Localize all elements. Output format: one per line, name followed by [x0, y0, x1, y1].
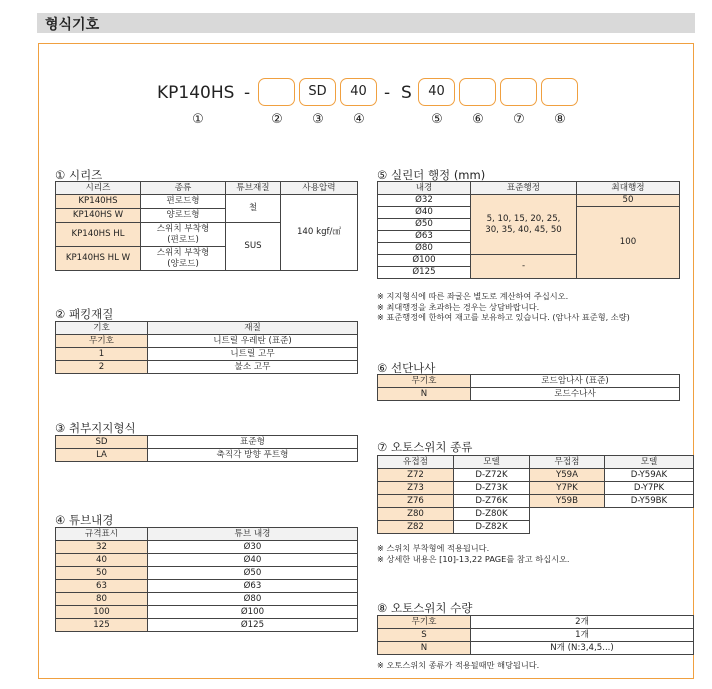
table-cell: 125: [56, 619, 148, 632]
table-cell: Z73: [378, 482, 454, 495]
table-cell: 100: [577, 207, 680, 279]
table-cell: D-Z76K: [454, 495, 530, 508]
code-number: ⑦: [513, 112, 525, 127]
code-number: ⑤: [431, 112, 443, 127]
table-header: 사용압력: [281, 182, 358, 195]
code-number: ⑧: [554, 112, 566, 127]
table-cell: 불소 고무: [148, 361, 358, 374]
thread-title: ⑥ 선단나사: [377, 361, 436, 375]
table-cell: 니트릴 우레탄 (표준): [148, 335, 358, 348]
packing-table: [55, 321, 358, 374]
table-cell: KP140HS W: [56, 209, 141, 223]
table-cell: KP140HS HL: [56, 223, 141, 247]
table-cell: 63: [56, 580, 148, 593]
table-cell: Ø100: [378, 255, 471, 267]
table-cell: Ø30: [148, 541, 358, 554]
note-line: ※ 지지형식에 따른 좌굴은 별도로 계산하여 주십시오.: [377, 291, 569, 301]
table-cell: D-Y7PK: [605, 482, 694, 495]
table-header: 무접점: [530, 456, 605, 469]
switch-type-notes: [377, 543, 570, 564]
code-number: ②: [271, 112, 283, 127]
code-box-mount: SD: [299, 78, 336, 106]
code-dash: -: [384, 83, 391, 103]
table-cell: 축직각 방향 푸트형: [148, 449, 358, 462]
table-cell: 5, 10, 15, 20, 25, 30, 35, 40, 45, 50: [471, 195, 577, 255]
code-box-stroke: 40: [418, 78, 455, 106]
table-header: 규격표시: [56, 528, 148, 541]
section-title: 형식기호: [45, 17, 100, 33]
table-cell: -: [471, 255, 577, 279]
table-cell: 50: [577, 195, 680, 207]
table-cell: Ø100: [148, 606, 358, 619]
table-header: 모델: [605, 456, 694, 469]
table-cell: 1개: [471, 629, 694, 642]
table-cell: N개 (N:3,4,5...): [471, 642, 694, 655]
table-cell: 50: [56, 567, 148, 580]
code-number: ③: [312, 112, 324, 127]
table-cell: 양로드형: [141, 209, 226, 223]
table-cell: 로드수나사: [471, 388, 680, 401]
table-cell: 2개: [471, 616, 694, 629]
table-cell: Ø40: [148, 554, 358, 567]
table-cell: N: [378, 642, 471, 655]
table-cell: 2: [56, 361, 148, 374]
table-cell: Ø50: [378, 219, 471, 231]
code-number: ⑥: [472, 112, 484, 127]
table-header: 튜브재질: [226, 182, 281, 195]
table-cell: 철: [226, 195, 281, 223]
table-cell: SD: [56, 436, 148, 449]
table-cell: Ø80: [148, 593, 358, 606]
table-header: 최대행정: [577, 182, 680, 195]
table-cell: Ø125: [378, 267, 471, 279]
table-cell: KP140HS: [56, 195, 141, 209]
code-box-bore: 40: [340, 78, 377, 106]
stroke-title: ⑤ 실린더 행정 (mm): [377, 168, 486, 182]
bore-title: ④ 튜브내경: [55, 513, 114, 527]
table-cell: Y59A: [530, 469, 605, 482]
table-cell: D-Z82K: [454, 521, 530, 534]
code-s: S: [401, 83, 412, 103]
table-cell: D-Z73K: [454, 482, 530, 495]
table-cell: 무기호: [378, 375, 471, 388]
table-cell: D-Z72K: [454, 469, 530, 482]
table-cell: 32: [56, 541, 148, 554]
note-line: ※ 최대행정을 초과하는 경우는 상담바랍니다.: [377, 301, 540, 312]
table-cell: 표준형: [148, 436, 358, 449]
table-header: 시리즈: [56, 182, 141, 195]
table-cell: Z72: [378, 469, 454, 482]
table-header: 튜브 내경: [148, 528, 358, 541]
mount-title: ③ 취부지지형식: [55, 421, 136, 435]
switch-qty-title: ⑧ 오토스위치 수량: [377, 601, 473, 615]
packing-title: ② 패킹재질: [55, 307, 114, 321]
table-header: 유접점: [378, 456, 454, 469]
table-cell: 40: [56, 554, 148, 567]
series-table: [55, 181, 358, 271]
code-number: ①: [192, 112, 204, 127]
table-cell: Ø50: [148, 567, 358, 580]
table-cell: 무기호: [378, 616, 471, 629]
table-cell: 로드암나사 (표준): [471, 375, 680, 388]
table-cell: KP140HS HL W: [56, 247, 141, 271]
table-cell: Ø63: [148, 580, 358, 593]
switch-qty-table: [377, 615, 694, 655]
table-cell: 스위치 부착형 (편로드): [141, 223, 226, 247]
model-prefix: KP140HS: [157, 83, 235, 103]
switch-qty-note: ※ 오토스위치 종류가 적용될때만 해당됩니다.: [377, 660, 540, 670]
thread-table: [377, 374, 680, 401]
note-line: ※ 표준행정에 한하여 재고를 보유하고 있습니다. (암나사 표준형, 소량): [377, 312, 630, 322]
table-cell: Ø80: [378, 243, 471, 255]
table-header: 재질: [148, 322, 358, 335]
table-cell: LA: [56, 449, 148, 462]
switch-type-title: ⑦ 오토스위치 종류: [377, 440, 473, 454]
table-cell: SUS: [226, 223, 281, 271]
code-box-thread: [459, 78, 496, 106]
table-header: 종류: [141, 182, 226, 195]
table-cell: Ø32: [378, 195, 471, 207]
code-dash: -: [244, 83, 251, 103]
table-cell: 140 kgf/㎠: [281, 195, 358, 271]
table-header: 모델: [454, 456, 530, 469]
table-cell: Z76: [378, 495, 454, 508]
table-cell: D-Y59BK: [605, 495, 694, 508]
table-cell: 스위치 부착형 (양로드): [141, 247, 226, 271]
table-cell: 100: [56, 606, 148, 619]
switch-type-table: [377, 455, 694, 534]
stroke-table: [377, 181, 680, 279]
note-line: ※ 스위치 부착형에 적용됩니다.: [377, 543, 490, 553]
table-cell: N: [378, 388, 471, 401]
code-number: ④: [353, 112, 365, 127]
table-header: 표준행정: [471, 182, 577, 195]
table-cell: 무기호: [56, 335, 148, 348]
note-line: ※ 상세한 내용은 [10]-13,22 PAGE를 참고 하십시오.: [377, 553, 570, 564]
table-header: 내경: [378, 182, 471, 195]
table-cell: 1: [56, 348, 148, 361]
series-title: ① 시리즈: [55, 168, 103, 182]
code-box-switch: [500, 78, 537, 106]
table-cell: 80: [56, 593, 148, 606]
table-cell: 니트릴 고무: [148, 348, 358, 361]
table-cell: Y7PK: [530, 482, 605, 495]
table-cell: Ø40: [378, 207, 471, 219]
table-cell: Z82: [378, 521, 454, 534]
table-cell: Ø63: [378, 231, 471, 243]
code-box-packing: [258, 78, 295, 106]
bore-table: [55, 527, 358, 632]
table-cell: D-Y59AK: [605, 469, 694, 482]
table-cell: Y59B: [530, 495, 605, 508]
section-header: [37, 13, 695, 33]
code-box-qty: [541, 78, 578, 106]
table-cell: S: [378, 629, 471, 642]
mount-table: [55, 435, 358, 462]
table-cell: 편로드형: [141, 195, 226, 209]
stroke-notes: [377, 291, 630, 323]
table-header: 기호: [56, 322, 148, 335]
table-cell: Z80: [378, 508, 454, 521]
table-cell: Ø125: [148, 619, 358, 632]
table-cell: D-Z80K: [454, 508, 530, 521]
